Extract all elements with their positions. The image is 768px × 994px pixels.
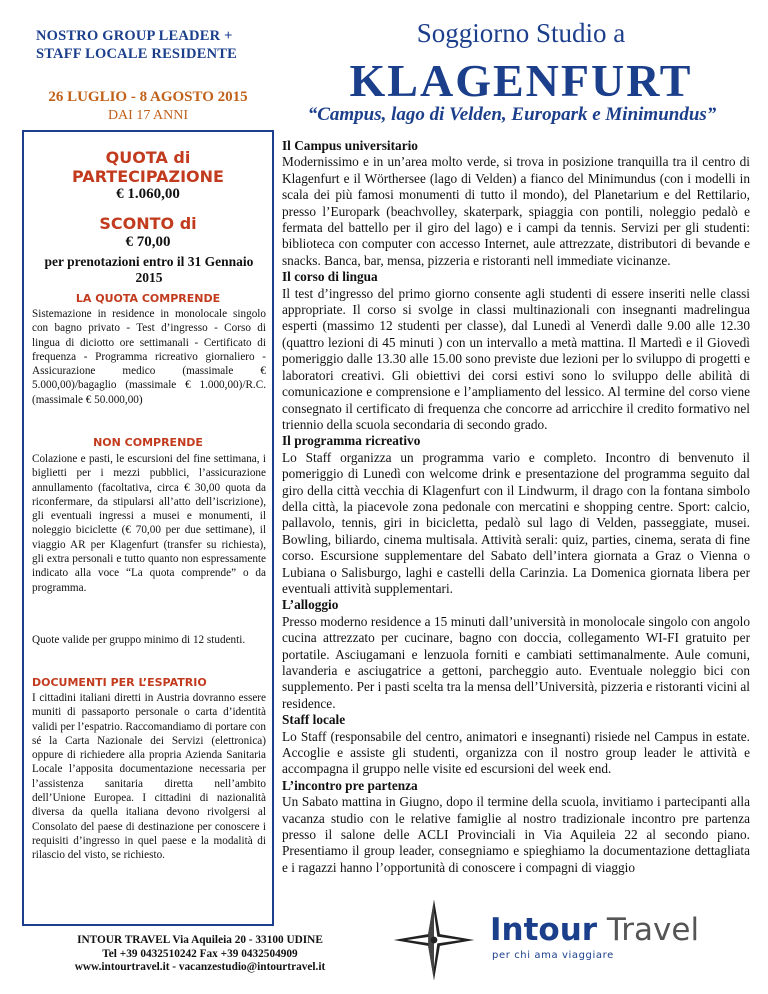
- incontro-heading: L’incontro pre partenza: [282, 777, 418, 793]
- group-minimum-note: Quote valide per gruppo minimo di 12 studenti.: [32, 634, 246, 646]
- staff-heading: Staff locale: [282, 712, 346, 728]
- agency-web[interactable]: www.intourtravel.it - vacanzestudio@intourtravel.it: [74, 961, 326, 973]
- staff-text: Lo Staff (responsabile del centro, animatori e insegnanti) risiede nel Campus in estate. Accoglie e assiste gli studenti, organizza con il nostro group leader le attività e accompagna il gruppo nelle visite ed escursioni del week end.: [282, 728, 750, 777]
- non-comprende-title: NON COMPRENDE: [93, 436, 203, 449]
- leader-line-1: NOSTRO GROUP LEADER +: [36, 28, 233, 44]
- agency-contacts: [40, 934, 360, 975]
- leader-line-2: STAFF LOCALE RESIDENTE: [36, 46, 237, 62]
- age-range: DAI 17 ANNI: [107, 108, 189, 123]
- documents-title: DOCUMENTI PER L’ESPATRIO: [32, 676, 207, 689]
- tagline: “Campus, lago di Velden, Europark e Minimundus”: [307, 104, 717, 125]
- agency-address: INTOUR TRAVEL Via Aquileia 20 - 33100 UDINE: [77, 934, 323, 946]
- sconto-title: SCONTO di: [99, 214, 197, 233]
- programma-text: Lo Staff organizza un programma vario e completo. Incontro di benvenuto il pomeriggio di Lunedì con welcome drink e presentazione del programma seguito dal giro della città vecchia di Klagenfurt con il Lindwurm, il drago con la fontana simbolo della città, la piacevole zona pedonale con mercatini e shopping centre. Sport: calcio, pallavolo, tennis, giri in bicicletta, pedalò sul lago di Velden, passeggiate, musei. Bowling, biliardo, cinema multisala. Attività serali: quiz, parties, cinema, serata di fine corso. Escursione supplementare del Sabato dell’intera giornata a Graz o Vienna o Lubiana o Salisburgo, laghi e castelli della Carinzia. La Domenica giornata libera per eventuali attività supplementari.: [282, 449, 750, 596]
- quota-title: [24, 148, 272, 186]
- alloggio-text: Presso moderno residence a 15 minuti dall’università in monolocale singolo con angolo cucina attrezzato per cucinare, bagno con doccia, collegamento WI-FI gratuito per portatile. Asciugamani e lenzuola forniti e cambiati settimanalmente. Aule comuni, lavanderia e asciugatrice a gettoni, parcheggio auto. Eventuale noleggio bici con supplemento. Per i pasti scelta tra la mensa dell’Università, pizzeria e ristoranti vicini al residence.: [282, 613, 750, 711]
- logo-slogan: per chi ama viaggiare: [492, 950, 614, 961]
- corso-text: Il test d’ingresso del primo giorno consente agli studenti di essere inseriti nelle classi appropriate. Il corso si svolge in classi multinazionali con insegnanti madrelingua esperti (massimo 12 studenti per classe), dal Lunedì al Venerdì dalle 9.00 alle 12.30 (quattro lezioni di 45 minuti ) con un intervallo a metà mattina. Il Martedì e il Giovedì pomeriggio dalle 13.30 alle 15.00 sono previste due lezioni per lo sviluppo di progetti e laboratori creativi. Gli obiettivi dei corsi estivi sono lo sviluppo delle abilità di comunicazione e comprensione e l’ampliamento del lessico. Al termine del corso viene consegnato il certificato di frequenza che concorre ad arricchire il credito formativo nel triennio della scuola secondaria di secondo grado.: [282, 285, 750, 432]
- sconto-value: € 70,00: [125, 234, 171, 250]
- quota-price: € 1.060,00: [116, 186, 180, 202]
- non-comprende-text: Colazione e pasti, le escursioni del fine settimana, i biglietti per i mezzi pubblici, l’assicurazione annullamento (facoltativa, circa € 30,00 quota da riconfermare, da stipularsi all’atto dell’iscrizione), gli eventuali ingressi a musei e monumenti, il noleggio biciclette (€ 70,00 per due settimane), il viaggio AR per Klagenfurt (transfer su richiesta), gli extra personali e tutto quanto non espressamente indicato alla voce “La quota comprende” o da programma.: [32, 453, 266, 594]
- campus-text: Modernissimo e in un’area molto verde, si trova in posizione tranquilla tra il centro di Klagenfurt e il Wörthersee (lago di Velden) a fianco del Minimundus (con i modelli in scala dei più famosi monumenti di tutto il mondo), del Planetarium e del Rettilario, presso l’Europark (beachvolley, skaterpark, spiaggia con pontili, noleggio pedalò e fermata del battello per il giro del lago) e i campi da tennis. Servizi per gli studenti: biblioteca con computer con accesso Internet, aule attrezzate, distributori di bevande e snacks. Banca, bar, mensa, pizzeria e ristoranti nell immediate vicinanze.: [282, 154, 750, 268]
- agency-phone: Tel +39 0432510242 Fax +39 0432504909: [102, 947, 298, 960]
- compass-star-icon: [392, 898, 476, 982]
- sconto-note: per prenotazioni entro il 31 Gennaio 2015: [44, 254, 254, 285]
- stay-heading: Soggiorno Studio a: [416, 18, 626, 48]
- quota-title-line-1: QUOTA di: [105, 148, 191, 167]
- quota-title-line-2: PARTECIPAZIONE: [72, 167, 224, 186]
- comprende-title: LA QUOTA COMPRENDE: [75, 292, 221, 305]
- logo-name-a: Intour: [490, 912, 598, 948]
- logo-name-b: Travel: [597, 912, 700, 948]
- incontro-text: Un Sabato mattina in Giugno, dopo il termine della scuola, invitiamo i partecipanti alla vacanza studio con le relative famiglie al nostro tradizionale incontro pre partenza presso il salone delle ACLI Provinciali in Via Aquileia 22 al secondo piano. Presentiamo il group leader, consegniamo e spieghiamo la documentazione dettagliata e i ragazzi hanno l’opportunità di conoscere i compagni di viaggio: [282, 794, 750, 875]
- group-leader-heading: [36, 27, 276, 63]
- programma-heading: Il programma ricreativo: [282, 433, 421, 449]
- trip-dates: 26 LUGLIO - 8 AGOSTO 2015: [48, 89, 248, 105]
- pricing-box: [22, 130, 274, 926]
- documents-text: I cittadini italiani diretti in Austria dovranno essere muniti di passaporto personale o carta d’identità validi per l’espatrio. Raccomandiamo di portare con sé la Carta Nazionale dei Servizi (elettronica) oppure di richiedere alla propria Azienda Sanitaria Locale l’apposita documentazione necessaria per l’assistenza sanitaria diretta nell’ambito dell’Unione Europea. I cittadini di nazionalità diversa da quella italiana devono rivolgersi al Consolato del paese di destinazione per conoscere i requisiti d’ingresso in quel paese e la modalità di rilascio del visto, se richiesto.: [32, 692, 266, 862]
- city-title: KLAGENFURT: [349, 55, 693, 106]
- main-content: [282, 138, 750, 876]
- alloggio-heading: L’alloggio: [282, 597, 339, 613]
- corso-heading: Il corso di lingua: [282, 269, 378, 285]
- campus-heading: Il Campus universitario: [282, 138, 418, 153]
- agency-logo: [490, 912, 699, 948]
- comprende-text: Sistemazione in residence in monolocale singolo con bagno privato - Test d’ingresso - Corso di lingua di diciotto ore settimanali - Certificato di frequenza - Programma ricreativo giornaliero - Assicurazione medico (massimale € 5.000,00)/bagaglio (massimale € 1.000,00)/R.C. (massimale € 50.000,00): [32, 308, 266, 406]
